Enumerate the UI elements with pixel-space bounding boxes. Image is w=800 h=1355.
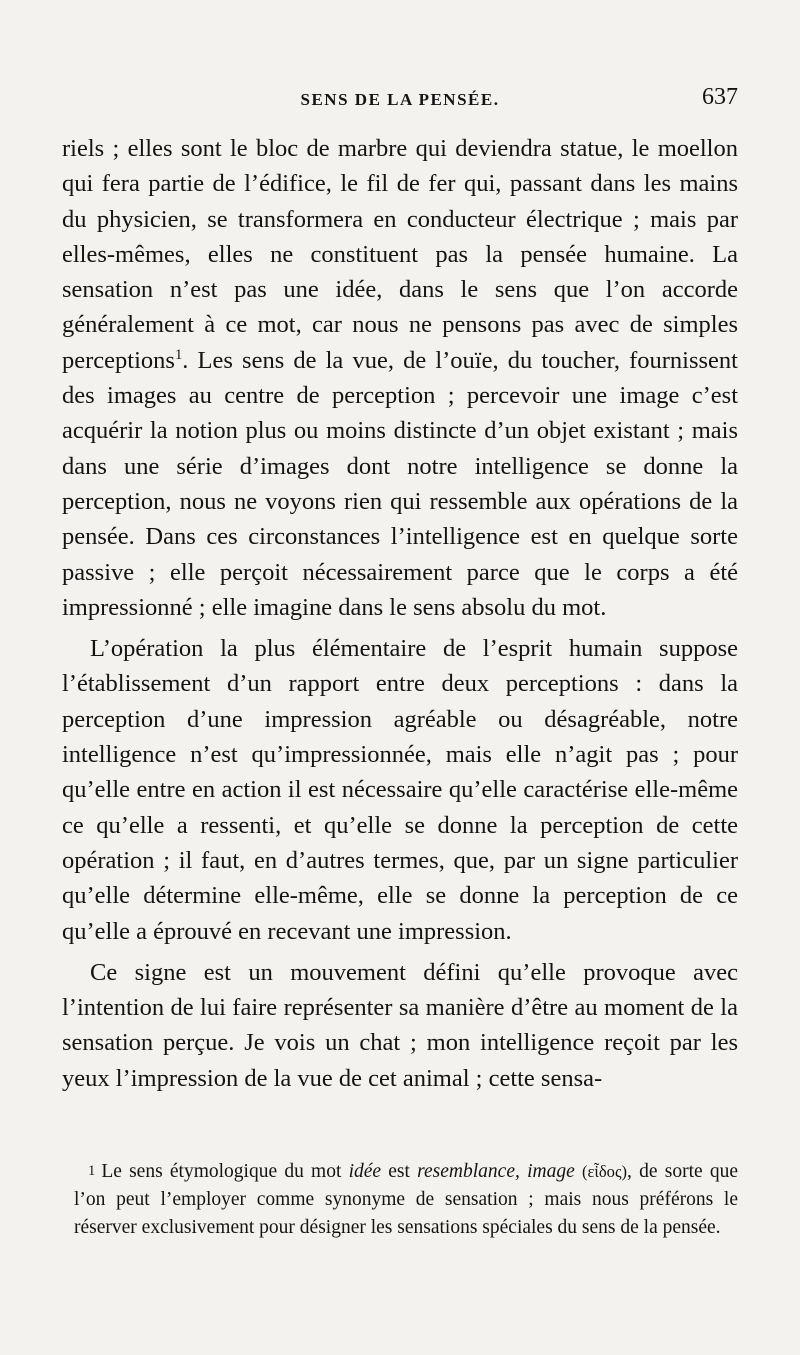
paragraph-1-text-a: riels ; elles sont le bloc de marbre qui deviendra statue, le moellon qui fera partie de l’édifice, le fil de fer qui, passant dans les mains du physicien, se transformera en conducteur électrique ; mais par elles-mêmes, elles ne constituent pas la pensée humaine. La sensation n’est pas une idée, dans le sens que l’on accorde généralement à ce mot, car nous ne pensons pas avec de simples perceptions [62, 135, 738, 374]
footnote-reference: 1 [174, 346, 183, 363]
page-number: 637 [702, 84, 738, 110]
footnote-greek: (εἶδος) [581, 1162, 628, 1181]
footnote-term-idee: idée [348, 1161, 382, 1182]
footnote-paragraph [74, 1157, 738, 1242]
footnote [74, 1157, 738, 1242]
footnote-term-resemblance: resemblance, image [417, 1161, 575, 1182]
footnote-number: 1 [88, 1163, 96, 1179]
running-head: SENS DE LA PENSÉE. [300, 90, 500, 109]
paragraph-1-text-b: . Les sens de la vue, de l’ouïe, du toucher, fournissent des images au centre de perception ; percevoir une image c’est acquérir la notion plus ou moins distincte d’un objet existant ; mais dans une série d’images dont notre intelligence se donne la perception, nous ne voyons rien qui ressemble aux opérations de la pensée. Dans ces circonstances l’intelligence est en quelque sorte passive ; elle perçoit nécessairement parce que le corps a été impressionné ; elle imagine dans le sens absolu du mot. [62, 346, 738, 621]
main-text [62, 131, 738, 1096]
footnote-text-3: , de sorte que l’on peut l’employer comme synonyme de sensation ; mais nous préférons le réserver exclusivement pour désigner les sensations spéciales du sens de la pensée. [74, 1161, 739, 1238]
paragraph-3: Ce signe est un mouvement défini qu’elle provoque avec l’intention de lui faire représenter sa manière d’être au moment de la sensation perçue. Je vois un chat ; mon intelligence reçoit par les yeux l’impression de la vue de cet animal ; cette sensa- [62, 958, 738, 1092]
paragraph-1 [62, 131, 738, 625]
paragraph-2: L’opération la plus élémentaire de l’esprit humain suppose l’établissement d’un rapport entre deux perceptions : dans la perception d’une impression agréable ou désagréable, notre intelligence n’est qu’impressionnée, mais elle n’agit pas ; pour qu’elle entre en action il est nécessaire qu’elle caractérise elle-même ce qu’elle a ressenti, et qu’elle se donne la perception de cette opération ; il faut, en d’autres termes, que, par un signe particulier qu’elle détermine elle-même, elle se donne la perception de ce qu’elle a éprouvé en recevant une impression. [62, 635, 738, 945]
footnote-text-1: Le sens étymologique du mot [101, 1161, 349, 1182]
footnote-text-2: est [381, 1161, 418, 1182]
page-header [62, 84, 738, 118]
